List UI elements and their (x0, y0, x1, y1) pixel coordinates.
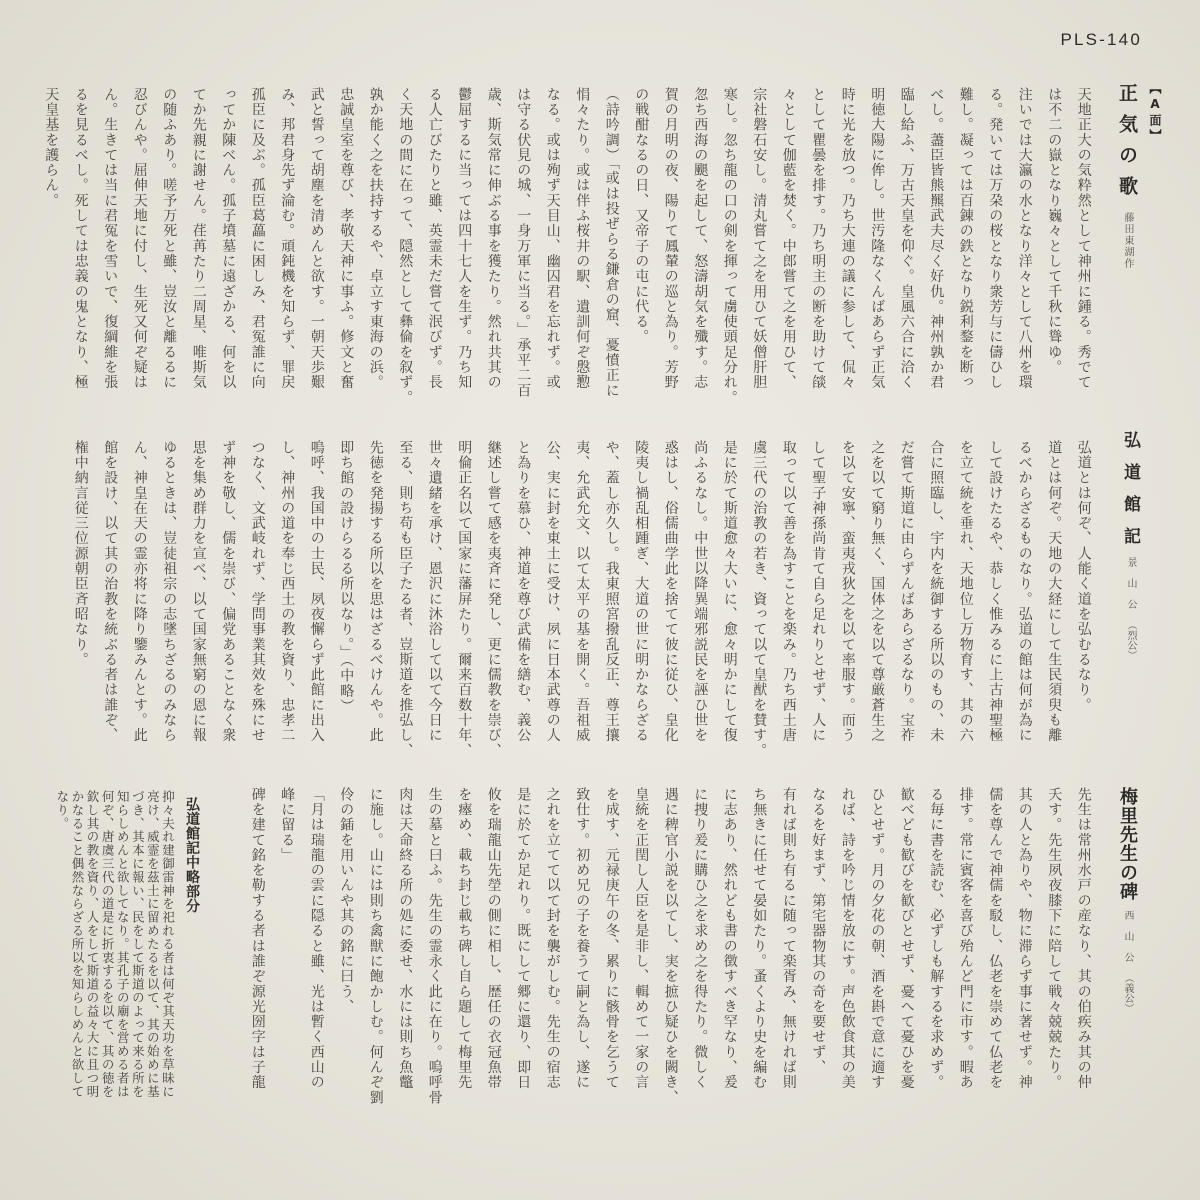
text-column: 是に於てか足れり。既にして郷に還り、即日 (515, 787, 532, 1090)
text-column: 虞三代の治教の若き、資って以て皇猷を賛す。 (751, 440, 768, 759)
text-column: を成す、元禄庚午の冬、累りに骸骨を乞うて (603, 787, 620, 1090)
text-column: なる。或は殉ず天目山、幽囚君を忘れず。或 (544, 87, 561, 390)
text-column: 嗚呼、我国中の士民、夙夜懈らず此館に出入 (308, 440, 325, 743)
text-column: 遇に稗官小説を以てし、実を摭ひ疑ひを闕き、 (662, 787, 679, 1106)
text-column: ず神を敬し、儒を崇び、偏党あることなく衆 (220, 440, 237, 743)
text-column: は守る伏見の城、一身万軍に当る。」承平二百 (515, 87, 532, 399)
text-column: つなく、文武岐れず、学問事業其效を殊にせ (249, 440, 266, 743)
text-column: 鬱屈するに当っては四十七人を生ず。乃ち知 (456, 87, 473, 390)
text-column: 孤臣に及ぶ。孤臣葛藟に困しみ、君冤誰に向 (249, 87, 266, 390)
text-column: 儒を尊んで神儒を駁し、仏老を崇めて仏老を (987, 787, 1004, 1090)
text-column: に志あり、然れども書の徴すべき罕なり、爰 (721, 787, 738, 1090)
section-author (1120, 910, 1134, 1013)
text-column: 惑はし、俗儒曲学此を捨てて彼に従ひ、皇化 (662, 440, 679, 743)
section-title: 弘道館記中略部分 (184, 797, 200, 913)
text-column: べし。藎臣皆熊羆武夫尽く好仇。神州孰か君 (928, 87, 945, 390)
text-column: る毎に書を読む、必ずしも解するを求めず。 (928, 787, 945, 1090)
text-column: てか先親に謝せん。荏苒たり二周星、唯斯気 (190, 87, 207, 390)
text-column: 夭す。先生夙夜膝下に陪して戦々兢兢たり。 (1046, 787, 1063, 1090)
text-column: を瘞め、載ち封じ載ち碑し自ら題して梅里先 (456, 787, 473, 1090)
text-column: なり。 (54, 790, 70, 831)
text-column: 忠誠皇室を尊び、孝敬天神に事ふ。修文と奮 (338, 87, 355, 390)
text-column: 陵夷し禍乱相踵ぎ、大道の世に明かならざる (633, 440, 650, 743)
author-note: （義公） (1122, 973, 1133, 1013)
text-column: 時に光を放つ。乃ち大連の議に参して、侃々 (839, 87, 856, 390)
text-column: 歓べども歓びを歓びとせず、憂へて憂ひを憂 (898, 787, 915, 1090)
text-column: 亮け、威霊を茲土に留めたるを以て、其の始めに基 (145, 790, 161, 1099)
text-column: して設けたるや、恭しく惟みるに上古神聖極 (987, 440, 1004, 743)
text-column: を以て安寧、蛮夷戎狄之を以て率服す。而う (839, 440, 856, 743)
text-column: 知らしめんと欲してなり。其孔子の廟を営める者は (115, 790, 131, 1099)
text-column: 館を設け、以て其の治教を統ぶる者は誰ぞ、 (102, 440, 119, 743)
section-title: 正気の歌 (1116, 83, 1138, 207)
text-column: 有れば則ち有るに随って楽胥み、無ければ則 (780, 787, 797, 1090)
text-column: 臨し給ふ、万古天皇を仰ぐ。皇風六合に洽く (898, 87, 915, 390)
text-column: は不二の嶽となり巍々として千秋に聳ゆ。 (1046, 87, 1063, 375)
text-column: 伶の鍤を用いんや其の銘に曰う、 (338, 787, 355, 1015)
text-column: として瞿曇を排す。乃ち明主の断を助けて燄 (810, 87, 827, 390)
text-column: 継述し嘗て感を夷斉に発し、更に儒教を崇び、 (485, 440, 502, 759)
catalog-number: PLS-140 (1060, 30, 1142, 49)
text-column: 忍びんや。屈伸天地に付し、生死又何ぞ疑は (131, 87, 148, 390)
text-column: 碑を建て銘を勒する者は誰ぞ源光圀字は子龍 (249, 787, 266, 1090)
text-column: だ嘗て斯道に由らずんばあらざるなり。宝祚 (898, 440, 915, 743)
text-column: 峰に留る」 (279, 787, 296, 863)
text-column: 欽し其の教を資り、人をして斯道の益々大に且つ明 (85, 790, 101, 1099)
section-author (1123, 557, 1137, 660)
text-column: 難し。凝っては百錬の鉄となり鋭利鍪を断っ (957, 87, 974, 390)
text-column: 々として伽藍を焚く。中郎嘗て之を用ひて、 (780, 87, 797, 390)
text-column: 先生は常州水戸の産なり、其の伯疾み其の仲 (1075, 787, 1092, 1090)
author-name: 景山公 (1125, 557, 1136, 620)
text-column: 先徳を発揚する所以を思はざるべけんや。此 (367, 440, 384, 743)
section-title: 梅里先生の碑 (1117, 787, 1138, 901)
text-column: の戦酣なるの日、又帝子の屯に代る。 (633, 87, 650, 345)
text-body (65, 440, 1098, 758)
text-column: 生の墓と曰ふ。先生の霊永く此に在り。嗚呼骨 (426, 787, 443, 1106)
text-column: 明倫正名以て国家に藩屏たり。爾来百数十年、 (456, 440, 473, 759)
text-column: 天皇基を護らん。 (43, 87, 60, 209)
text-column: づき、其本に報い、民をして斯道のよって来る所を (130, 790, 146, 1099)
text-column: れば、詩を吟じ情を放にす。声色飲食其の美 (839, 787, 856, 1090)
text-column: るべからざるものなり。弘道の館は何が為に (1016, 440, 1033, 743)
text-column: かなること偶然ならざる所以を知らしめんと欲して (69, 790, 85, 1099)
author-note: （烈公） (1125, 620, 1136, 660)
text-column: 取って以て善を為すことを楽み。乃ち西土唐 (780, 440, 797, 743)
text-column: や、蓋し亦久し。我東照宮撥乱反正、尊王攘 (603, 440, 620, 743)
text-column: なるを好まず、第宅器物其の奇を要せず、 (810, 787, 827, 1075)
text-column: 何ぞ、唐虞三代の道是に折衷するを以て、其の徳を (100, 790, 116, 1099)
text-column: 悁々たり。或は伴ふ桜井の駅、遺訓何ぞ慇懃 (574, 87, 591, 390)
section-author: 藤田東湖作 (1122, 212, 1133, 270)
side-label: 【A面】 (1148, 82, 1162, 144)
text-column: 寒し。忽ち龍の口の剣を揮って虜使頭足分れ。 (721, 87, 738, 406)
text-column: に捜り爰に購ひ之を求め之を得たり。微しく (692, 787, 709, 1090)
text-column: 世々遺緒を承け、恩沢に沐浴して以て今日に (426, 440, 443, 743)
text-column: 之を以て窮り無く、国体之を以て尊厳蒼生之 (869, 440, 886, 743)
text-column: 即ち館の設けらるる所以なり。」（中略） (338, 440, 355, 714)
text-column: 弘道とは何ぞ、人能く道を弘むるなり。 (1075, 440, 1092, 713)
text-column: 忽ち西海の颶を起して、怒濤胡気を殲す。志 (692, 87, 709, 390)
text-column: 公、実に封を東土に受け、夙に日本武尊の人 (544, 440, 561, 743)
text-column: 致仕す。初め兄の子を養うて嗣と為し、遂に (574, 787, 591, 1090)
text-column: 「月は瑞龍の雲に隠ると雖、光は暫く西山の (308, 787, 325, 1090)
text-column: 注いでは大瀛の水となり洋々として八州を環 (1016, 87, 1033, 390)
text-column: 夷、允武允文、以て太平の基を開く。吾祖威 (574, 440, 591, 743)
text-column: 孰か能く之を扶持するや、卓立す東海の浜。 (367, 87, 384, 390)
text-column: 武と誓って胡塵を清めんと欲す。一朝天歩艱 (308, 87, 325, 390)
text-column: して聖子神孫尚肯て自ら足れりとせず、人に (810, 440, 827, 743)
text-column: 合に照臨し、宇内を統御する所以のもの、未 (928, 440, 945, 743)
text-column: 抑々夫れ建御雷神を祀れる者は何ぞ其天功を草昧に (160, 790, 176, 1099)
text-column: を立て統を垂れ、天地位し万物育す、其の六 (957, 440, 974, 743)
text-column: 歳、斯気常に伸ぶる事を獲たり。然れ共其の (485, 87, 502, 390)
text-column: ん。生きては当に君冤を雪いで、復綱維を張 (102, 87, 119, 390)
text-column: し、神州の道を奉じ西土の教を資り、忠孝二 (279, 440, 296, 743)
text-column: の随ふあり。嗟予万死と雖、豈汝と離るるに (161, 87, 178, 390)
text-column: 賀の月明の夜、陽りて鳳輦の巡と為り。芳野 (662, 87, 679, 390)
text-column: る。発いては万朶の桜となり衆芳与に儔ひし (987, 87, 1004, 390)
text-column: る人亡びたりと雖、英霊未だ嘗て泯びず。長 (426, 87, 443, 390)
text-column: るを見るべし。死しては忠義の鬼となり、極 (72, 87, 89, 390)
text-body (36, 87, 1098, 405)
text-column: （詩吟調）「或は投ぜらる鎌倉の窟、憂憤正に (603, 87, 620, 399)
text-column: ひとせず。月の夕花の朝、酒を斟で意に適す (869, 787, 886, 1090)
text-column: 至る、則ち苟も臣子たる者、豈斯道を推弘し、 (397, 440, 414, 759)
text-column: 尚ふるなし。中世以降異端邪説民を誣ひ世を (692, 440, 709, 743)
text-column: ち無きに任せて晏如たり。蚤くより史を編む (751, 787, 768, 1090)
text-column: 思を集め群力を宣べ、以て国家無窮の恩に報 (190, 440, 207, 743)
text-column: 天地正大の気粋然として神州に鍾る。秀でて (1075, 87, 1092, 390)
text-body (242, 787, 1098, 1105)
text-column: 道とは何ぞ。天地の大経にして生民須臾も離 (1046, 440, 1063, 743)
text-column: み、邦君身先ず淪む。頑鈍機を知らず、罪戻 (279, 87, 296, 390)
text-column: に施し。山には則ち禽獣に飽かしむ。何んぞ劉 (367, 787, 384, 1106)
text-column: ん、神皇在天の霊亦将に降り鑒みんとす。此 (131, 440, 148, 743)
text-column: 之れを立てて以て封を襲がしむ。先生の宿志 (544, 787, 561, 1090)
author-name: 西山公 (1122, 910, 1133, 973)
text-column: ってか陳べん。孤子墳墓に遠ざかる、何を以 (220, 87, 237, 390)
text-column: 排す。常に賓客を喜び殆んど門に市す。暇あ (957, 787, 974, 1090)
text-column: 肉は天命終る所の処に委せ、水には則ち魚鼈 (397, 787, 414, 1090)
text-column: 権中納言従三位源朝臣斉昭なり。 (72, 440, 89, 668)
text-column: 是に於て斯道愈々大いに、愈々明かにして復 (721, 440, 738, 743)
text-column: 其の人と為りや、物に滞らず事に著せず。神 (1016, 787, 1033, 1090)
text-column: 皇統を正閏し人臣を是非し、輯めて一家の言 (633, 787, 650, 1090)
text-column: と為りを慕ひ、神道を尊び武備を繕む、義公 (515, 440, 532, 743)
text-column: ゆるときは、豈徒祖宗の志墜ちざるのみなら (161, 440, 178, 743)
text-column: く天地の間に在って、隠然として彝倫を叙ず。 (397, 87, 414, 406)
text-column: 攸を瑞龍山先塋の側に相し、歴任の衣冠魚帯 (485, 787, 502, 1090)
text-column: 宗社磐石安し。清丸嘗て之を用ひて妖僧肝胆 (751, 87, 768, 390)
text-column: 明徳大陽に侔し。世汚隆なくんばあらず正気 (869, 87, 886, 390)
text-body (55, 790, 176, 1098)
section-title: 弘道館記 (1120, 431, 1140, 559)
